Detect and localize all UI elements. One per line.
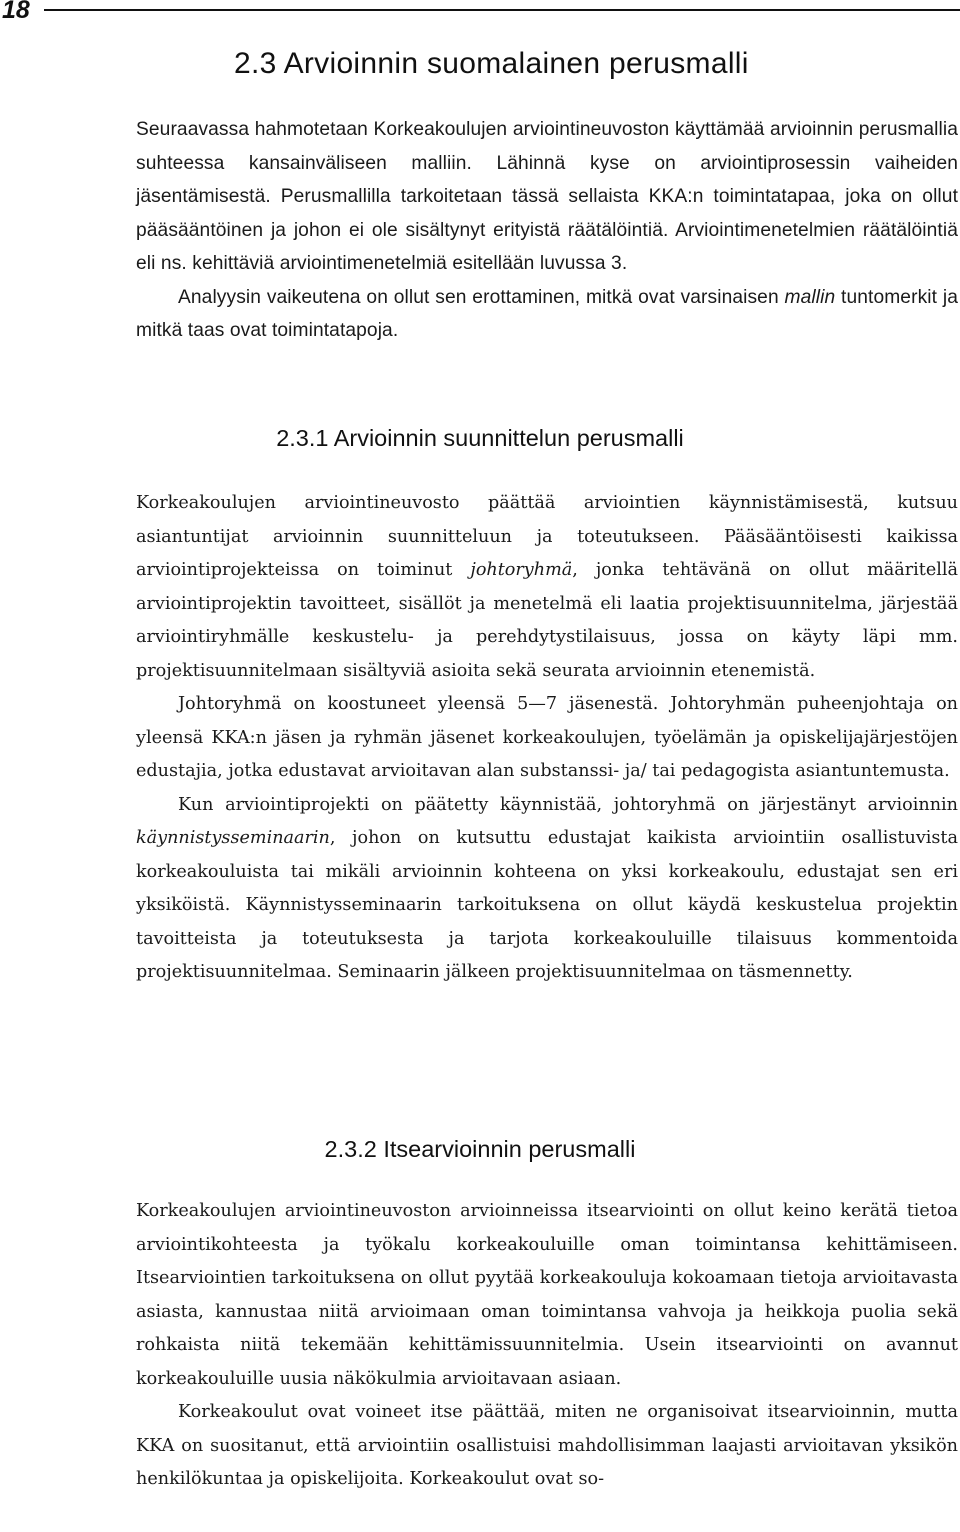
subsection-title-1: 2.3.1 Arvioinnin suunnittelun perusmalli [276, 425, 684, 451]
text-run: , johon on kutsuttu edustajat kaikista arviointiin osallistuvista korkeakouluista tai mikäli arvioinnin kohteena on yksi korkeakoulu, edustajat sen eri yksiköistä. Käynnistysseminaarin tarkoituksena on ollut käydä keskustelua projektin tavoitteista ja toteutuksesta ja tarjota korkeakouluille tilaisuus kommentoida projektisuunnitelmaa. Seminaarin jälkeen projektisuunnitelmaa on täsmennetty. [136, 828, 958, 982]
text-run: tuntomerkit ja mitkä taas ovat toimintatapoja. [136, 286, 958, 341]
subsection-title-2: 2.3.2 Itsearvioinnin perusmalli [324, 1136, 636, 1162]
subsection-2-paragraph-1: Korkeakoulujen arviointineuvoston arvioinneissa itsearviointi on ollut keino kerätä tietoa arviointikohteesta ja työkalu korkeakouluille oman toimintansa kehittämiseen. Itsearviointien tarkoituksena on ollut pyytää korkeakouluja kokoamaan tietoja arvioitavasta asiasta, kannustaa niitä arvioimaan oman toimintansa vahvoja ja heikkoja puolia sekä rohkaista niitä tekemään kehittämissuunnitelmia. Usein itsearviointi on avannut korkeakouluille uusia näkökulmia arvioitavaan asiaan. [136, 1201, 958, 1389]
subsection-1-paragraph-1 [136, 487, 958, 688]
subsection-2-paragraph-2: Korkeakoulut ovat voineet itse päättää, miten ne organisoivat itsearvioinnin, mutta KKA on suositanut, että arviointiin osallistuisi mahdollisimman laajasti arvioitavan yksikön henkilökuntaa ja opiskelijoita. Korkeakoulut ovat so- [136, 1402, 958, 1489]
text-run: Korkeakoulujen arviointineuvosto päättää arviointien käynnistämisestä, kutsuu asiantuntijat arvioinnin suunnitteluun ja toteutukseen. Pääsääntöisesti kaikissa arviointiprojekteissa on toiminut [136, 493, 958, 580]
subsection-1-body [136, 487, 958, 990]
intro-paragraph-2 [136, 281, 958, 348]
subsection-1-paragraph-2: Johtoryhmä on koostuneet yleensä 5—7 jäsenestä. Johtoryhmän puheenjohtaja on yleensä KKA:n jäsen ja ryhmän jäsenet korkeakoulujen, työelämän ja opiskelijajärjestöjen edustajia, jotka edustavat arvioitavan alan substanssi- ja/ tai pedagogista asiantuntemusta. [136, 694, 958, 781]
italic-term: käynnistysseminaarin [136, 828, 330, 848]
header-rule [44, 9, 960, 11]
italic-term: johtoryhmä [470, 560, 573, 580]
page-number: 18 [2, 0, 30, 24]
italic-term: mallin [784, 286, 836, 308]
section-title: 2.3 Arvioinnin suomalainen perusmalli [234, 47, 749, 80]
subsection-1-paragraph-3 [136, 789, 958, 990]
subsection-2-body [136, 1195, 958, 1497]
section-intro [136, 113, 958, 348]
text-run: Analyysin vaikeutena on ollut sen erottaminen, mitkä ovat varsinaisen [178, 286, 785, 308]
intro-paragraph-1: Seuraavassa hahmotetaan Korkeakoulujen arviointineuvoston käyttämää arvioinnin perusmallia suhteessa kansainväliseen malliin. Lähinnä kyse on arviointiprosessin vaiheiden jäsentämisestä. Perusmallilla tarkoitetaan tässä sellaista KKA:n toimintatapaa, joka on ollut pääsääntöinen ja johon ei ole sisältynyt erityistä räätälöintiä. Arviointimenetelmien räätälöintiä eli ns. kehittäviä arviointimenetelmiä esitellään luvussa 3. [136, 119, 958, 274]
text-run: Kun arviointiprojekti on päätetty käynnistää, johtoryhmä on järjestänyt arvioinnin [178, 794, 958, 815]
text-run: , jonka tehtävänä on ollut määritellä arviointiprojektin tavoitteet, sisällöt ja menetelmä eli laatia projektisuunnitelma, järjestää arviointiryhmälle keskustelu- ja perehdytystilaisuus, jossa on käyty läpi mm. projektisuunnitelmaan sisältyviä asioita sekä seurata arvioinnin etenemistä. [136, 560, 958, 681]
